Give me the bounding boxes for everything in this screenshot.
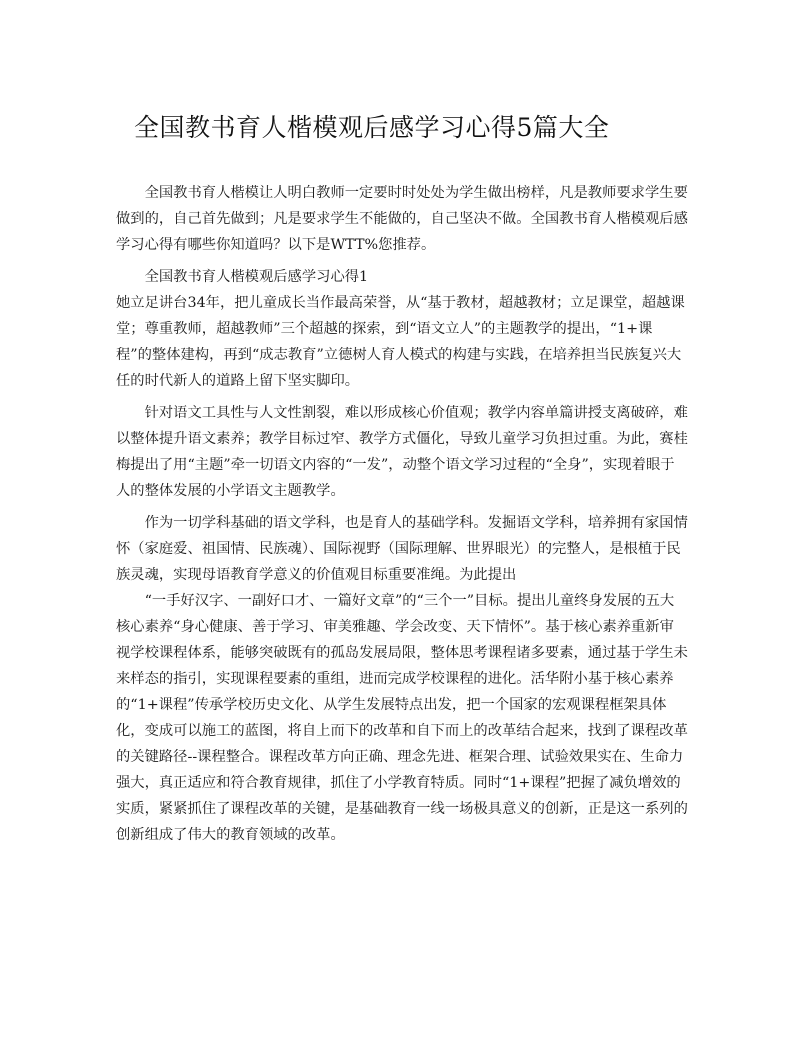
intro-paragraph: 全国教书育人楷模让人明白教师一定要时时处处为学生做出榜样，凡是教师要求学生要做到的，自己首先做到；凡是要求学生不能做的，自己坚决不做。全国教书育人楷模观后感学习心得有哪些你知道吗？以下是WTT%您推荐。	[116, 185, 688, 253]
body-paragraph: 作为一切学科基础的语文学科，也是育人的基础学科。发掘语文学科，培养拥有家国情怀（家庭爱、祖国情、民族魂）、国际视野（国际理解、世界眼光）的完整人，是根植于民族灵魂，实现母语教育学意义的价值观目标重要准绳。为此提出	[116, 515, 688, 583]
document-title: 全国教书育人楷模观后感学习心得5篇大全	[134, 113, 610, 142]
body-paragraph: 她立足讲台34年，把儿童成长当作最高荣誉，从“基于教材，超越教材；立足课堂，超越课堂；尊重教师，超越教师”三个超越的探索，到“语文立人”的主题教学的提出，“1+课程”的整体建构，再到“成志教育”立德树人育人模式的构建与实践，在培养担当民族复兴大任的时代新人的道路上留下坚实脚印。	[116, 295, 685, 389]
body-paragraph: “一手好汉字、一副好口才、一篇好文章”的“三个一”目标。提出儿童终身发展的五大核心素养“身心健康、善于学习、审美雅趣、学会改变、天下情怀”。基于核心素养重新审视学校课程体系，能够突破既有的孤岛发展局限，整体思考课程诸多要素，通过基于学生未来样态的指引，实现课程要素的重组，进而完成学校课程的进化。活华附小基于核心素养的“1+课程”传承学校历史文化、从学生发展特点出发，把一个国家的宏观课程框架具体化，变成可以施工的蓝图，将自上而下的改革和自下而上的改革结合起来，找到了课程改革的关键路径--课程整合。课程改革方向正确、理念先进、框架合理、试验效果实在、生命力强大，真正适应和符合教育规律，抓住了小学教育特质。同时“1+课程”把握了减负增效的实质，紧紧抓住了课程改革的关键，是基础教育一线一场极具意义的创新，正是这一系列的创新组成了伟大的教育领域的改革。	[116, 593, 688, 843]
document-body	[116, 180, 688, 848]
section-heading: 全国教书育人楷模观后感学习心得1	[144, 269, 369, 285]
body-paragraph: 针对语文工具性与人文性割裂，难以形成核心价值观；教学内容单篇讲授支离破碎，难以整体提升语文素养；教学目标过窄、教学方式僵化，导致儿童学习负担过重。为此，赛桂梅提出了用“主题”牵一切语文内容的“一发”，动整个语文学习过程的“全身”，实现着眼于人的整体发展的小学语文主题教学。	[116, 405, 688, 499]
